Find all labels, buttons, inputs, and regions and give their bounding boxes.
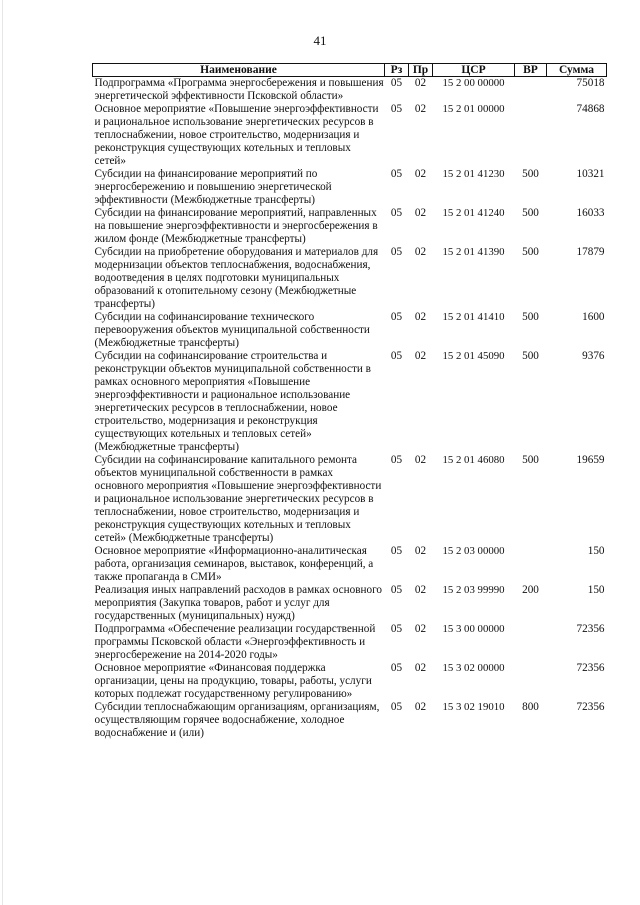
row-sum: 9376 [582, 350, 605, 362]
row-vr: 500 [522, 207, 539, 219]
row-name: Субсидии теплоснабжающим организациям, организациям, осуществляющим горячее водоснабжение, холодное водоснабжение и (или) [94, 701, 380, 739]
table-row [93, 350, 607, 454]
row-pr: 02 [414, 311, 427, 323]
row-csr: 15 3 02 00000 [442, 662, 505, 674]
table-row [93, 623, 607, 662]
table-row [93, 311, 607, 350]
budget-table-container [92, 63, 606, 740]
row-name: Субсидии на приобретение оборудования и материалов для модернизации объектов теплоснабжения, водоснабжения, водоотведения в целях подготовки муниципальных образований к отопительному сезону (Межбюджетные трансферты) [94, 246, 379, 310]
row-vr [515, 77, 547, 104]
row-rz: 05 [390, 103, 403, 115]
row-sum: 72356 [576, 662, 605, 674]
row-sum: 16033 [576, 207, 605, 219]
row-name: Субсидии на финансирование мероприятий, направленных на повышение энергоэффективности и энергосбережения в жилом фонде (Межбюджетные трансферты) [94, 207, 378, 245]
table-row [93, 545, 607, 584]
row-csr: 15 2 01 45090 [442, 350, 505, 362]
row-pr: 02 [414, 246, 427, 258]
row-rz: 05 [390, 311, 403, 323]
row-sum: 17879 [576, 246, 605, 258]
row-sum: 74868 [576, 103, 605, 115]
header-csr: ЦСР [433, 64, 515, 77]
row-vr: 500 [522, 454, 539, 466]
row-vr: 500 [522, 168, 539, 180]
row-vr: 800 [522, 701, 539, 713]
row-name: Субсидии на софинансирование капитального ремонта объектов муниципальной собственности в рамках основного мероприятия «Повышение энергоэффективности и рациональное использование энергетических ресурсов в теплоснабжении, новое строительство, модернизация и реконструкция существующих котельных и тепловых сетей» (Межбюджетные трансферты) [94, 454, 382, 544]
row-sum: 75018 [576, 77, 605, 89]
row-pr: 02 [414, 623, 427, 635]
row-sum: 72356 [576, 623, 605, 635]
table-row [93, 77, 607, 104]
page-number: 41 [313, 33, 327, 48]
header-name: Наименование [93, 64, 385, 77]
row-name: Реализация иных направлений расходов в рамках основного мероприятия (Закупка товаров, работ и услуг для государственных (муниципальных) нужд) [94, 584, 382, 622]
header-rz: Рз [385, 64, 409, 77]
row-csr: 15 2 01 46080 [442, 454, 505, 466]
row-rz: 05 [390, 545, 403, 557]
table-row [93, 662, 607, 701]
table-row [93, 701, 607, 740]
row-name: Субсидии на финансирование мероприятий по энергосбережению и повышению энергетической эффективности (Межбюджетные трансферты) [94, 168, 332, 206]
row-pr: 02 [414, 454, 427, 466]
row-name: Основное мероприятие «Информационно-аналитическая работа, организация семинаров, выставок, конференций, а также пропаганда в СМИ» [94, 545, 374, 583]
row-rz: 05 [390, 207, 403, 219]
row-pr: 02 [414, 350, 427, 362]
row-name: Субсидии на софинансирование технического перевооружения объектов муниципальной собственности (Межбюджетные трансферты) [94, 311, 370, 349]
row-name: Основное мероприятие «Повышение энергоэффективности и рациональное использование энергетических ресурсов в теплоснабжении, новое строительство, модернизация и реконструкция существующих котельных и тепловых сетей» [94, 103, 379, 167]
row-pr: 02 [414, 545, 427, 557]
row-pr: 02 [414, 207, 427, 219]
row-rz: 05 [390, 168, 403, 180]
row-pr: 02 [414, 584, 427, 596]
row-csr: 15 3 02 19010 [442, 701, 505, 713]
row-name: Основное мероприятие «Финансовая поддержка организации, цены на продукцию, товары, работы, услуги которых подлежат государственному регулированию» [94, 662, 372, 700]
row-rz: 05 [390, 350, 403, 362]
row-csr: 15 2 01 41410 [442, 311, 505, 323]
row-csr: 15 2 01 41390 [442, 246, 505, 258]
row-sum: 1600 [582, 311, 605, 323]
header-pr: Пр [409, 64, 433, 77]
row-vr [515, 103, 547, 168]
row-rz: 05 [390, 701, 403, 713]
table-row [93, 168, 607, 207]
row-name: Субсидии на софинансирование строительства и реконструкции объектов муниципальной собственности в рамках основного мероприятия «Повышение энергоэффективности и рациональное использование энергетических ресурсов в теплоснабжении, новое строительство, модернизация и реконструкция существующих котельных и тепловых сетей» (Межбюджетные трансферты) [94, 350, 371, 453]
row-rz: 05 [390, 662, 403, 674]
table-row [93, 103, 607, 168]
row-csr: 15 2 01 41230 [442, 168, 505, 180]
header-sum: Сумма [547, 64, 607, 77]
row-sum: 19659 [576, 454, 605, 466]
row-vr: 500 [522, 311, 539, 323]
row-rz: 05 [390, 623, 403, 635]
header-vr: ВР [515, 64, 547, 77]
row-vr: 200 [522, 584, 539, 596]
row-vr [515, 623, 547, 662]
table-header-row [93, 64, 607, 77]
row-sum: 150 [587, 584, 605, 596]
row-sum: 10321 [576, 168, 605, 180]
row-vr [515, 545, 547, 584]
row-vr: 500 [522, 350, 539, 362]
row-csr: 15 2 03 99990 [442, 584, 505, 596]
row-rz: 05 [390, 77, 403, 89]
row-name: Подпрограмма «Программа энергосбережения и повышения энергетической эффективности Псковской области» [94, 77, 384, 102]
row-name: Подпрограмма «Обеспечение реализации государственной программы Псковской области «Энергоэффективность и энергосбережение на 2014-2020 годы» [94, 623, 376, 661]
row-vr [515, 662, 547, 701]
row-csr: 15 2 01 41240 [442, 207, 505, 219]
scan-edge [2, 0, 3, 905]
row-pr: 02 [414, 662, 427, 674]
row-pr: 02 [414, 77, 427, 89]
row-pr: 02 [414, 103, 427, 115]
row-sum: 72356 [576, 701, 605, 713]
row-rz: 05 [390, 246, 403, 258]
table-row [93, 584, 607, 623]
table-row [93, 246, 607, 311]
row-rz: 05 [390, 454, 403, 466]
budget-table [92, 63, 607, 740]
row-csr: 15 3 00 00000 [442, 623, 505, 635]
table-row [93, 207, 607, 246]
row-csr: 15 2 01 00000 [442, 103, 505, 115]
row-rz: 05 [390, 584, 403, 596]
row-vr: 500 [522, 246, 539, 258]
row-pr: 02 [414, 168, 427, 180]
row-csr: 15 2 03 00000 [442, 545, 505, 557]
row-pr: 02 [414, 701, 427, 713]
table-row [93, 454, 607, 545]
row-sum: 150 [587, 545, 605, 557]
row-csr: 15 2 00 00000 [442, 77, 505, 89]
